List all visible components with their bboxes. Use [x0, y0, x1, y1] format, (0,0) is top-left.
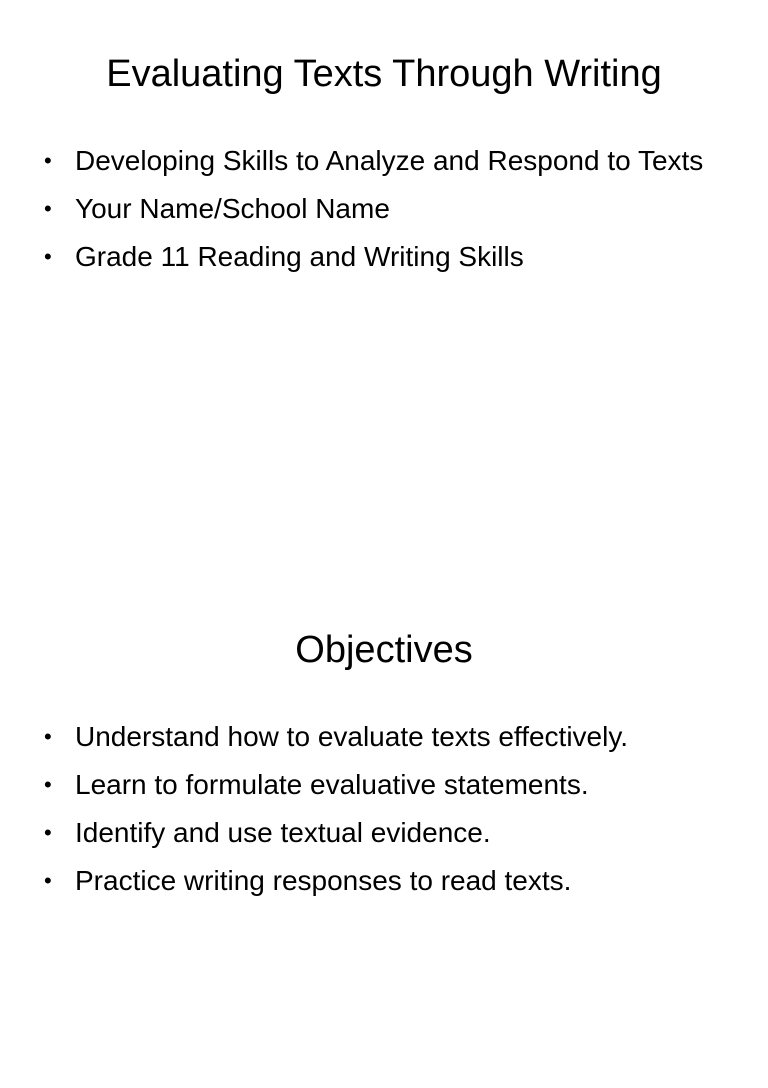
bullet-icon: • [44, 148, 52, 173]
bullet-item [44, 716, 724, 758]
bullet-item [44, 140, 724, 182]
bullet-text: Practice writing responses to read texts. [75, 865, 572, 896]
bullet-icon: • [44, 244, 52, 269]
bullet-item [44, 812, 724, 854]
bullet-list [44, 716, 724, 908]
bullet-icon: • [44, 196, 52, 221]
bullet-text: Learn to formulate evaluative statements. [75, 769, 589, 800]
bullet-list [44, 140, 724, 284]
slide-title: Objectives [295, 629, 473, 671]
bullet-item [44, 188, 724, 230]
bullet-text: Understand how to evaluate texts effectively. [75, 721, 629, 752]
bullet-text: Your Name/School Name [75, 193, 390, 224]
bullet-item [44, 236, 724, 278]
slide-objectives [0, 576, 768, 1088]
bullet-text: Grade 11 Reading and Writing Skills [75, 241, 524, 272]
slide-title: Evaluating Texts Through Writing [106, 53, 662, 95]
bullet-icon: • [44, 772, 52, 797]
bullet-icon: • [44, 868, 52, 893]
bullet-item [44, 764, 724, 806]
bullet-item [44, 860, 724, 902]
slide-title-slide [0, 0, 768, 512]
bullet-text: Identify and use textual evidence. [75, 817, 491, 848]
bullet-icon: • [44, 724, 52, 749]
bullet-icon: • [44, 820, 52, 845]
bullet-text: Developing Skills to Analyze and Respond to Texts [75, 145, 704, 176]
